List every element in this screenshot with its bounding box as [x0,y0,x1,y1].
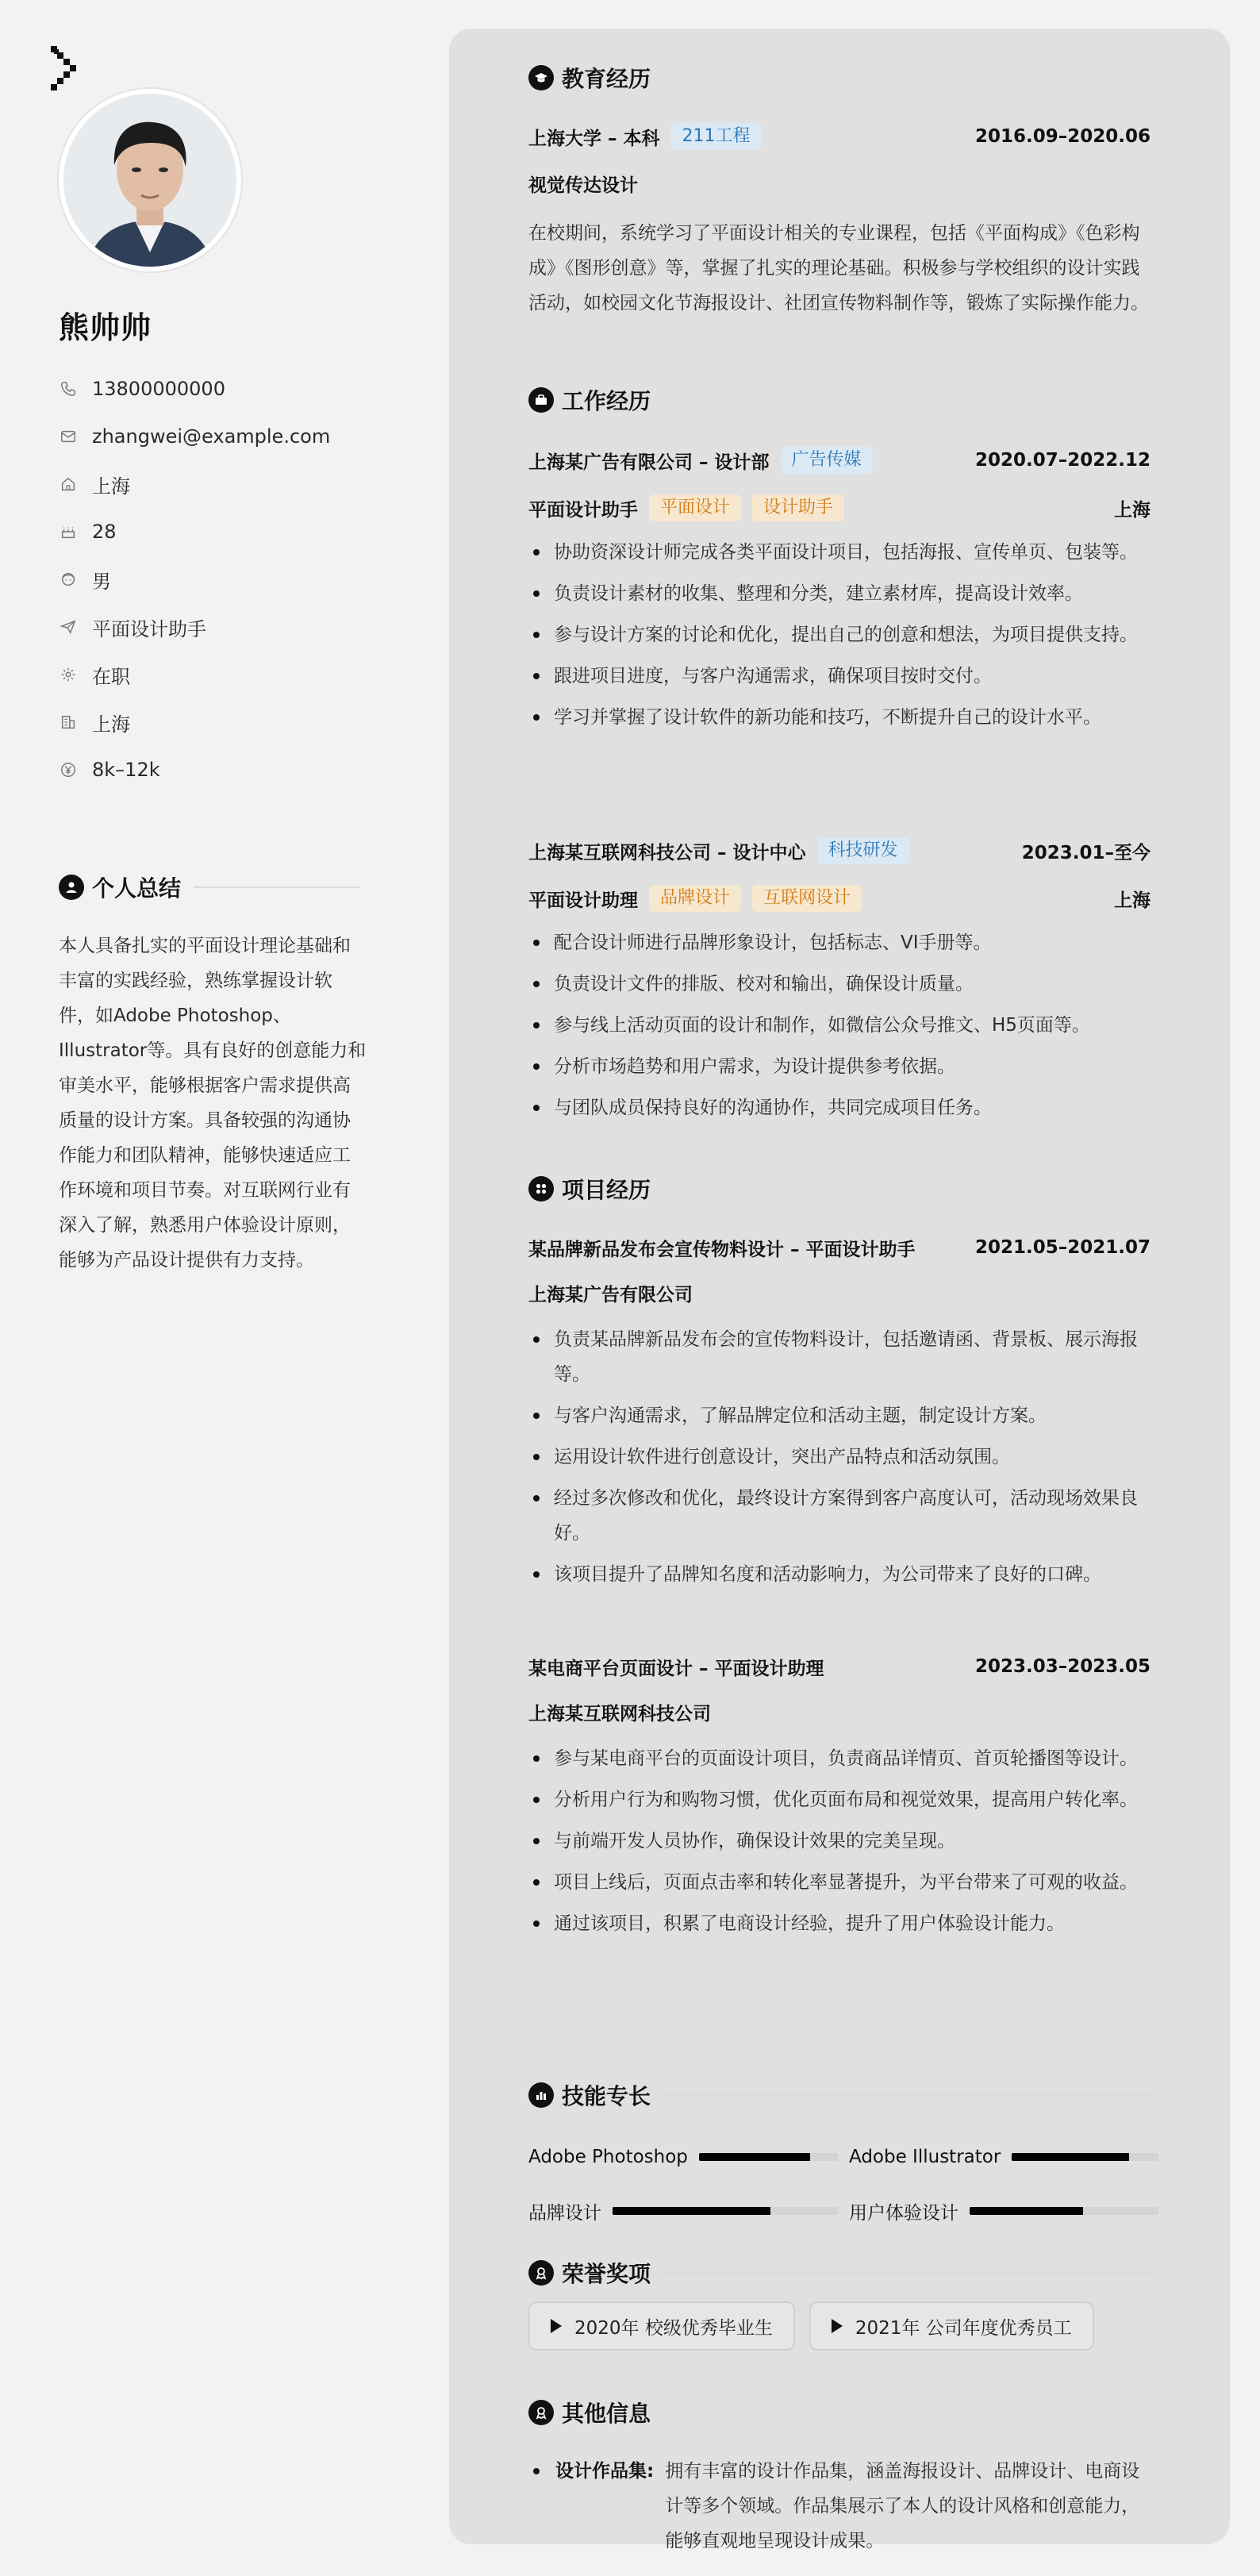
education-major: 视觉传达设计 [528,175,638,196]
grid-icon [528,1176,554,1201]
mail-icon [59,427,78,446]
contact-city [59,460,330,508]
project-name: 某品牌新品发布会宣传物料设计 – 平面设计助手 [528,1239,916,1260]
job-entry [528,444,1151,741]
project-date: 2023.03–2023.05 [974,1656,1151,1677]
avatar [59,89,241,271]
education-entry-head [528,121,1151,152]
list-item: 跟进项目进度，与客户沟通需求，确保项目按时交付。 [528,659,1151,694]
job-date: 2023.01–至今 [1021,842,1151,863]
yen-icon [59,760,78,779]
other-item [528,2454,1151,2559]
honor-item [528,2301,795,2351]
project-head [528,1651,1151,1682]
other-text: 拥有丰富的设计作品集，涵盖海报设计、品牌设计、电商设计等多个领域。作品集展示了本人的设计风格和创意能力，能够直观地呈现设计成果。 [665,2461,1140,2551]
logo-icon [51,46,83,92]
list-item: 参与某电商平台的页面设计项目，负责商品详情页、首页轮播图等设计。 [528,1741,1151,1776]
play-icon [832,2319,843,2333]
honors-section [528,2257,1151,2289]
work-heading [528,384,1151,416]
job-industry-tag: 广告传媒 [781,447,873,474]
skill-bar [699,2153,838,2161]
phone-text: 13800000000 [92,378,225,400]
list-item: 项目上线后，页面点击率和转化率显著提升，为平台带来了可观的收益。 [528,1865,1151,1900]
contact-phone [59,365,330,413]
job-location: 上海 [1114,499,1151,521]
skill-bar-fill [1012,2153,1129,2161]
summary-title: 个人总结 [92,875,182,902]
project-company: 上海某互联网科技公司 [528,1704,711,1724]
gender-text: 男 [92,570,111,593]
job-head [528,835,1151,867]
education-description-wrap [528,216,1151,321]
divider [663,2272,1151,2274]
list-item: 经过多次修改和优化，最终设计方案得到客户高度认可，活动现场效果良好。 [528,1481,1151,1551]
job-role-row [528,492,1151,524]
skill-item [849,2140,1170,2174]
list-item: 与客户沟通需求，了解品牌定位和活动主题，制定设计方案。 [528,1398,1151,1433]
salary-text: 8k–12k [92,759,160,781]
project-duties [528,1741,1151,1941]
skill-bar [970,2207,1158,2215]
job-skill-tag: 设计助手 [752,494,844,521]
phone-icon [59,379,78,398]
project-duties [528,1322,1151,1592]
skill-name: Adobe Illustrator [849,2147,1001,2167]
education-major-row [528,170,1151,202]
projects-title: 项目经历 [562,1177,651,1203]
bar-chart-icon [528,2082,554,2108]
job-industry-tag: 科技研发 [817,837,909,864]
list-item: 通过该项目，积累了电商设计经验，提升了用户体验设计能力。 [528,1906,1151,1941]
job-skill-tag: 互联网设计 [752,885,862,912]
list-item: 负责设计文件的排版、校对和输出，确保设计质量。 [528,967,1151,1002]
project-company: 上海某广告有限公司 [528,1285,693,1305]
position-text: 平面设计助手 [92,617,206,640]
job-duties [528,535,1151,735]
project-head [528,1232,1151,1263]
skill-name: 用户体验设计 [849,2202,958,2224]
education-date: 2016.09–2020.06 [974,126,1151,147]
divider [663,2412,1151,2413]
graduation-cap-icon [528,65,554,90]
work-title: 工作经历 [562,388,651,414]
summary-heading [59,871,360,903]
job-company: 上海某广告有限公司 – 设计部 [528,452,770,473]
target-city-text: 上海 [92,713,130,736]
education-heading [528,62,1151,94]
skill-item [528,2193,849,2228]
list-item: 参与设计方案的讨论和优化，提出自己的创意和想法，为项目提供支持。 [528,617,1151,652]
bullet-dot [533,2468,540,2474]
face-icon [59,570,78,589]
skills-heading [528,2079,1151,2111]
job-head [528,444,1151,476]
other-section [528,2397,1151,2428]
skill-bar-fill [699,2153,810,2161]
contact-salary [59,746,330,794]
education-entry [528,121,1151,152]
education-section [528,62,1151,94]
honor-item [809,2301,1094,2351]
skill-bar-fill [970,2207,1083,2215]
job-role: 平面设计助手 [528,499,638,521]
play-icon [551,2319,562,2333]
main-panel [449,29,1230,2551]
project-entry [528,1651,1151,1947]
education-title: 教育经历 [562,66,651,92]
contact-position [59,603,330,651]
send-icon [59,617,78,636]
school-name: 上海大学 – 本科 [528,128,660,149]
divider [663,2094,1151,2096]
building-icon [59,713,78,732]
project-date: 2021.05–2021.07 [974,1237,1151,1258]
divider [663,1188,1151,1190]
award-icon [528,2260,554,2286]
home-icon [59,475,78,494]
briefcase-icon [528,387,554,413]
job-role: 平面设计助理 [528,890,638,911]
list-item: 分析用户行为和购物习惯，优化页面布局和视觉效果，提高用户转化率。 [528,1782,1151,1817]
job-location: 上海 [1114,890,1151,911]
contact-status [59,651,330,698]
list-item: 协助资深设计师完成各类平面设计项目，包括海报、宣传单页、包装等。 [528,535,1151,570]
job-entry [528,835,1151,1132]
job-skill-tag: 平面设计 [649,494,741,521]
skill-bar-fill [613,2207,770,2215]
divider [663,399,1151,401]
skill-bar [1012,2153,1158,2161]
honors-heading [528,2257,1151,2289]
candidate-name: 熊帅帅 [59,310,152,345]
portrait-image [63,94,236,267]
other-title: 其他信息 [562,2401,651,2427]
honors-title: 荣誉奖项 [562,2261,651,2287]
job-duties [528,925,1151,1125]
projects-section [528,1173,1151,1205]
list-item: 学习并掌握了设计软件的新功能和技巧，不断提升自己的设计水平。 [528,700,1151,735]
honors-list [528,2301,1151,2351]
list-item: 配合设计师进行品牌形象设计，包括标志、VI手册等。 [528,925,1151,960]
honor-text: 2021年 公司年度优秀员工 [855,2317,1072,2339]
skills-grid-wrap [528,2140,1151,2228]
list-item: 该项目提升了品牌知名度和活动影响力，为公司带来了良好的口碑。 [528,1557,1151,1592]
job-role-row [528,882,1151,914]
settings-icon [59,665,78,684]
skill-item [528,2140,849,2174]
skills-section [528,2079,1151,2111]
other-heading [528,2397,1151,2428]
list-item: 运用设计软件进行创意设计，突出产品特点和活动氛围。 [528,1440,1151,1474]
contact-gender [59,556,330,603]
status-text: 在职 [92,665,130,688]
skill-item [849,2193,1170,2228]
project-entry [528,1232,1151,1598]
skills-title: 技能专长 [562,2083,651,2109]
work-section [528,384,1151,416]
contact-age [59,508,330,556]
other-label: 设计作品集: [555,2461,655,2482]
divider [194,886,360,888]
job-skill-tag: 品牌设计 [649,885,741,912]
skill-name: 品牌设计 [528,2202,601,2224]
contact-target-city [59,698,330,746]
job-company: 上海某互联网科技公司 – 设计中心 [528,842,806,863]
sidebar [0,0,444,2576]
job-date: 2020.07–2022.12 [974,450,1151,471]
list-item: 分析市场趋势和用户需求，为设计提供参考依据。 [528,1049,1151,1084]
email-text: zhangwei@example.com [92,425,331,448]
list-item: 参与线上活动页面的设计和制作，如微信公众号推文、H5页面等。 [528,1008,1151,1043]
summary-text: 本人具备扎实的平面设计理论基础和丰富的实践经验，熟练掌握设计软件，如Adobe Photoshop、Illustrator等。具有良好的创意能力和审美水平，能够根据客户需求提供高质量的设计方案。具备较强的沟通协作能力和团队精神，能够快速适应工作环境和项目节奏。对互联网行业有深入了解，熟悉用户体验设计原则，能够为产品设计提供有力支持。 [59,936,367,1271]
list-item: 负责某品牌新品发布会的宣传物料设计，包括邀请函、背景板、展示海报等。 [528,1322,1151,1392]
contact-list [59,365,330,794]
honors-list-wrap [528,2301,1151,2351]
age-text: 28 [92,521,117,543]
education-tag: 211工程 [671,123,762,150]
honor-text: 2020年 校级优秀毕业生 [574,2317,773,2339]
divider [663,77,1151,79]
user-icon [59,875,84,900]
skill-name: Adobe Photoshop [528,2147,688,2167]
award-icon [528,2400,554,2425]
list-item: 负责设计素材的收集、整理和分类，建立素材库，提高设计效率。 [528,576,1151,611]
education-description: 在校期间，系统学习了平面设计相关的专业课程，包括《平面构成》《色彩构成》《图形创意》等，掌握了扎实的理论基础。积极参与学校组织的设计实践活动，如校园文化节海报设计、社团宣传物料制作等，锻炼了实际操作能力。 [528,223,1149,313]
cake-icon [59,522,78,541]
other-entry [528,2454,1151,2559]
projects-heading [528,1173,1151,1205]
list-item: 与团队成员保持良好的沟通协作，共同完成项目任务。 [528,1090,1151,1125]
city-text: 上海 [92,475,130,498]
skills-grid [528,2140,1151,2228]
list-item: 与前端开发人员协作，确保设计效果的完美呈现。 [528,1824,1151,1859]
contact-email [59,413,330,460]
skill-bar [613,2207,838,2215]
project-name: 某电商平台页面设计 – 平面设计助理 [528,1658,824,1679]
